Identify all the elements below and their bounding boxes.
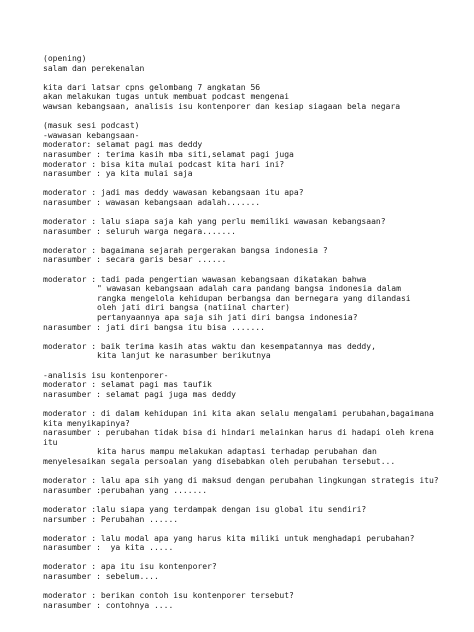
blank-line xyxy=(43,208,463,218)
text-line: moderator: selamat pagi mas deddy xyxy=(43,140,203,150)
text-line: moderator : lalu apa sih yang di maksud dengan perubahan lingkungan strategis itu? xyxy=(43,476,439,486)
blank-line xyxy=(43,112,463,122)
text-line: narasumber : contohnya .... xyxy=(43,600,174,610)
document-body xyxy=(43,54,463,610)
text-line: narasumber : ya kita mulai saja xyxy=(43,169,193,179)
blank-line xyxy=(43,265,463,275)
text-line: moderator : baik terima kasih atas waktu dan kesempatannya mas deddy, xyxy=(43,341,376,351)
text-line: salam dan perekenalan xyxy=(43,63,145,73)
text-line: narasumber : perubahan tidak bisa di hindari melainkan harus di hadapi oleh krena xyxy=(43,428,434,438)
blank-line xyxy=(43,495,463,505)
text-line: kita harus mampu melakukan adaptasi terhadap perubahan dan xyxy=(97,447,377,457)
text-line: moderator : di dalam kehidupan ini kita akan selalu mengalami perubahan,bagaimana xyxy=(43,408,434,418)
text-line: moderator :lalu siapa yang terdampak dengan isu global itu sendiri? xyxy=(43,504,367,514)
text-line: moderator : berikan contoh isu kontenporer tersebut? xyxy=(43,591,294,601)
text-line: rangka mengelola kehidupan berbangsa dan bernegara yang dilandasi xyxy=(97,293,411,303)
text-line: narsumber : Perubahan ...... xyxy=(43,514,179,524)
blank-line xyxy=(43,399,463,409)
text-line: narasumber : jati diri bangsa itu bisa ....... xyxy=(43,322,265,332)
blank-line xyxy=(43,582,463,592)
blank-line xyxy=(43,361,463,371)
blank-line xyxy=(43,524,463,534)
blank-line xyxy=(43,236,463,246)
text-line: wawsan kebangsaan, analisis isu kontenporer dan kesiap siagaan bela negara xyxy=(43,101,401,111)
blank-line xyxy=(43,467,463,477)
text-line: pertanyaannya apa saja sih jati diri bangsa indonesia? xyxy=(97,313,358,323)
text-line: moderator : jadi mas deddy wawasan kebangsaan itu apa? xyxy=(43,188,304,198)
text-line: moderator : bagaimana sejarah pergerakan bangsa indonesia ? xyxy=(43,245,328,255)
text-line: kita dari latsar cpns gelombang 7 angkatan 56 xyxy=(43,82,261,92)
text-line: narasumber : terima kasih mba siti,selamat pagi juga xyxy=(43,149,294,159)
text-line: narasumber : sebelum.... xyxy=(43,572,159,582)
text-line: narasumber : selamat pagi juga mas deddy xyxy=(43,389,236,399)
text-line: moderator : lalu siapa saja kah yang perlu memiliki wawasan kebangsaan? xyxy=(43,217,386,227)
text-line: moderator : tadi pada pengertian wawasan kebangsaan dikatakan bahwa xyxy=(43,274,367,284)
text-line: kita lanjut ke narasumber berikutnya xyxy=(97,351,271,361)
text-line: kita menyikapinya? xyxy=(43,418,130,428)
text-line: narasumber : secara garis besar ...... xyxy=(43,255,227,265)
text-line: narasumber :perubahan yang ....... xyxy=(43,485,208,495)
text-line: itu xyxy=(43,437,58,447)
text-line: oleh jati diri bangsa (natiinal charter) xyxy=(97,303,290,313)
blank-line xyxy=(43,179,463,189)
text-line: moderator : lalu modal apa yang harus kita miliki untuk menghadapi perubahan? xyxy=(43,533,415,543)
blank-line xyxy=(43,332,463,342)
text-line: moderator : selamat pagi mas taufik xyxy=(43,380,212,390)
text-line: narasumber : ya kita ..... xyxy=(43,543,174,553)
text-line: (masuk sesi podcast) xyxy=(43,121,140,131)
text-line: moderator : bisa kita mulai podcast kita hari ini? xyxy=(43,159,285,169)
blank-line xyxy=(43,553,463,563)
text-line: narasumber : seluruh warga negara....... xyxy=(43,226,236,236)
text-line: akan melakukan tugas untuk membuat podcast mengenai xyxy=(43,92,290,102)
text-line: -wawasan kebangsaan- xyxy=(43,130,140,140)
blank-line xyxy=(43,73,463,83)
text-line: (opening) xyxy=(43,54,87,63)
text-line: menyelesaikan segala persoalan yang disebabkan oleh perubahan tersebut... xyxy=(43,456,396,466)
text-line: -analisis isu kontenporer- xyxy=(43,370,169,380)
text-line: " wawasan kebangsaan adalah cara pandang bangsa indonesia dalam xyxy=(97,284,401,294)
text-line: moderator : apa itu isu kontenporer? xyxy=(43,562,217,572)
text-line: narasumber : wawasan kebangsaan adalah....... xyxy=(43,197,261,207)
